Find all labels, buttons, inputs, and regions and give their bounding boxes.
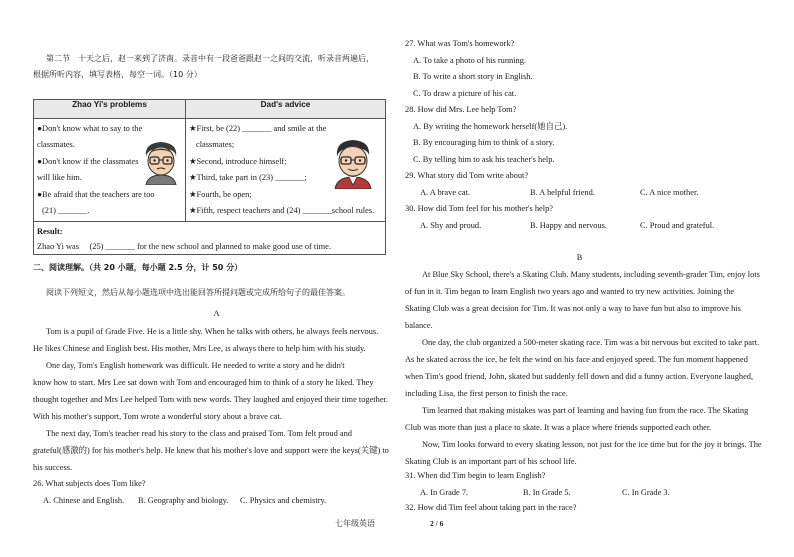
passage-a-line: Tom is a pupil of Grade Five. He is a little shy. When he talks with others, he always feels nervous. (46, 327, 379, 336)
q29-option-b[interactable]: B. A helpful friend. (530, 188, 595, 197)
part2-title: 二、阅读理解。（共 20 小题，每小题 2.5 分，计 50 分） (33, 263, 243, 272)
problem-line: ●Don't know what to say to the (37, 124, 143, 133)
problems-header: Zhao Yi's problems (34, 100, 186, 119)
q26-option-a[interactable]: A. Chinese and English. (43, 496, 125, 505)
question-31: 31. When did Tim begin to learn English? (405, 471, 546, 480)
part2-instruction: 阅读下列短文，然后从每小题选项中选出能回答所提问题或完成所给句子的最佳答案。 (46, 288, 350, 297)
problems-cell (34, 119, 185, 221)
q27-option-b[interactable]: B. To write a short story in English. (413, 72, 533, 81)
question-27: 27. What was Tom's homework? (405, 39, 515, 48)
passage-a-line: grateful(感激的) for his mother's help. He knew that his mother's love and support were the keys(关键) to (33, 446, 389, 455)
result-text-blank-25: Zhao Yi was (25) _______ for the new school and planned to make good use of time. (37, 242, 331, 251)
passage-b-line: Club was more than just a place to skate. It was a place where friends supported each other. (405, 423, 712, 432)
passage-b-line: Skating Club is an important part of his school life. (405, 457, 577, 466)
passage-b-line: As he skated across the ice, he felt the wind on his face and enjoyed speed. The fun moment happened (405, 355, 748, 364)
q31-option-b[interactable]: B. In Grade 5. (523, 488, 571, 497)
passage-b-line: when Tim's good friend, John, skated but suddenly fell down and did a funny action. Everyone laughed, (405, 372, 754, 381)
question-26: 26. What subjects does Tom like? (33, 479, 146, 488)
passage-b-line: Skating Club was a great decision for Tim. It was not only a way to have fun but also to improve his (405, 304, 741, 313)
q30-option-a[interactable]: A. Shy and proud. (420, 221, 482, 230)
question-29: 29. What story did Tom write about? (405, 171, 529, 180)
passage-a-line: The next day, Tom's teacher read his story to the class and praised Tom. Tom felt proud and (46, 429, 352, 438)
q28-option-a[interactable]: A. By writing the homework herself(她自己). (413, 122, 568, 131)
q29-option-c[interactable]: C. A nice mother. (640, 188, 699, 197)
q26-option-b[interactable]: B. Geography and biology. (138, 496, 229, 505)
problem-line: ●Don't know if the classmates (37, 157, 139, 166)
question-30: 30. How did Tom feel for his mother's help? (405, 204, 554, 213)
q27-option-c[interactable]: C. To draw a picture of his cat. (413, 89, 517, 98)
passage-b-line: One day, the club organized a 500-meter skating race. Tim was a bit nervous but excited to take part. (422, 338, 760, 347)
problem-line: classmates. (37, 140, 75, 149)
passage-a-line: He likes Chinese and English best. His mother, Mrs Lee, is always there to help him with his study. (33, 344, 366, 353)
q31-option-c[interactable]: C. In Grade 3. (622, 488, 670, 497)
q28-option-c[interactable]: C. By telling him to ask his teacher's help. (413, 155, 555, 164)
passage-a-line: thought together and Mrs Lee helped Tom with new words. They laughed and enjoyed their time together. (33, 395, 388, 404)
passage-b-label: B (576, 253, 583, 262)
q27-option-a[interactable]: A. To take a photo of his running. (413, 56, 527, 65)
q26-option-c[interactable]: C. Physics and chemistry. (240, 496, 327, 505)
result-label: Result: (37, 227, 63, 236)
footer-subject: 七年级英语 (335, 519, 375, 528)
q28-option-b[interactable]: B. By encouraging him to think of a story. (413, 138, 555, 147)
q30-option-b[interactable]: B. Happy and nervous. (530, 221, 607, 230)
passage-b-line: balance. (405, 321, 433, 330)
page-number: 2 / 6 (430, 519, 444, 528)
result-cell (34, 222, 385, 254)
question-28: 28. How did Mrs. Lee help Tom? (405, 105, 517, 114)
q31-option-a[interactable]: A. In Grade 7. (420, 488, 469, 497)
passage-b-line: Tim learned that making mistakes was part of learning and having fun from the race. The Skating (422, 406, 749, 415)
advice-line-blank-24: ★Fifth, respect teachers and (24) _______school rules. (189, 206, 375, 215)
section-intro-line-2: 根据所听内容，填写表格，每空一词。（10 分） (33, 70, 202, 79)
problem-line-blank-21: (21) _______. (42, 206, 90, 215)
passage-a-line: One day, Tom's English homework was difficult. He needed to write a story and he didn't (46, 361, 345, 370)
passage-a-label: A (213, 309, 220, 318)
advice-table (33, 99, 386, 255)
dad-avatar-icon (330, 137, 376, 189)
q29-option-a[interactable]: A. A brave cat. (420, 188, 470, 197)
advice-line: ★Second, introduce himself; (189, 157, 287, 166)
advice-header: Dad's advice (186, 100, 386, 119)
advice-line-blank-23: ★Third, take part in (23) _______; (189, 173, 307, 182)
passage-a-line: his success. (33, 463, 73, 472)
advice-line: classmates; (196, 140, 235, 149)
advice-line-blank-22: ★First, be (22) _______ and smile at the (189, 124, 327, 133)
advice-line: ★Fourth, be open; (189, 190, 252, 199)
section-intro-line-1: 第二节 十天之后，赵一来到了济南。录音中有一段爸爸跟赵一之间的交流，听录音两遍后， (46, 54, 374, 63)
q30-option-c[interactable]: C. Proud and grateful. (640, 221, 715, 230)
passage-a-line: With his mother's support, Tom wrote a wonderful story about a brave cat. (33, 412, 282, 421)
problem-line: will like him. (37, 173, 82, 182)
passage-a-line: know how to start. Mrs Lee sat down with Tom and encouraged him to think of a story he liked. They (33, 378, 374, 387)
problem-line: ●Be afraid that the teachers are too (37, 190, 155, 199)
passage-b-line: At Blue Sky School, there's a Skating Club. Many students, including seventh-grader Tim, enjoy lots (422, 270, 760, 279)
passage-b-line: of fun in it. Tim began to learn English two years ago and wanted to try new activities. Joining the (405, 287, 735, 296)
passage-b-line: including Lisa, the first person to finish the race. (405, 389, 568, 398)
advice-cell (186, 119, 385, 221)
son-avatar-icon (140, 139, 182, 185)
passage-b-line: Now, Tim looks forward to every skating lesson, not just for the ice time but for the joy it brings. The (422, 440, 762, 449)
question-32: 32. How did Tim feel about taking part in the race? (405, 503, 577, 512)
